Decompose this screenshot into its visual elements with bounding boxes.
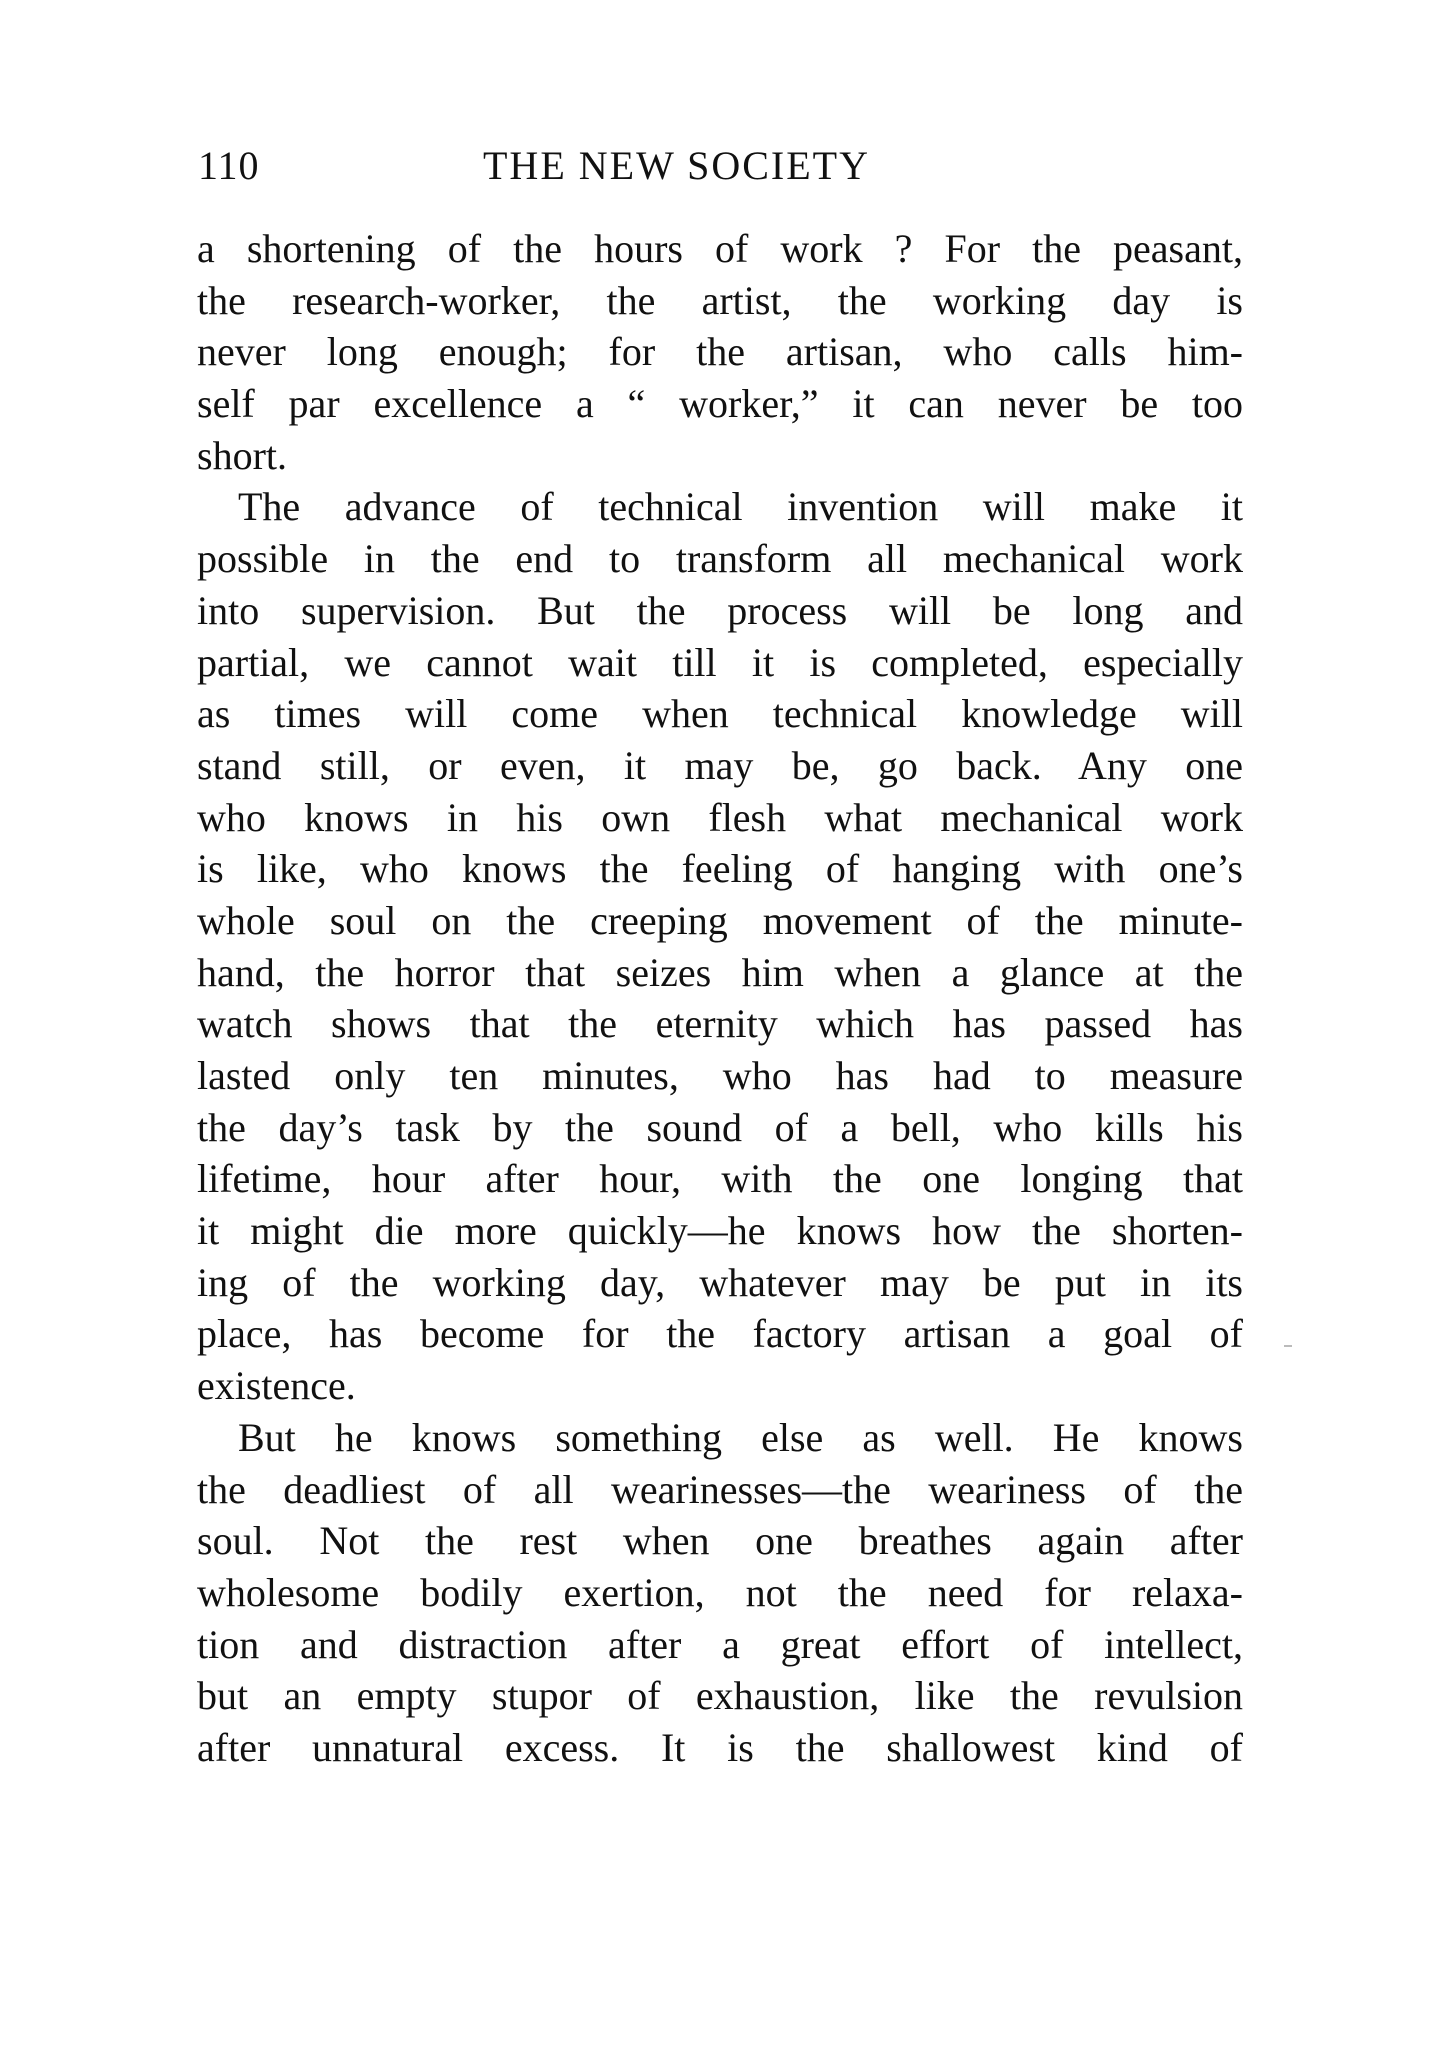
text-line: lasted only ten minutes, who has had to measure: [197, 1053, 1243, 1098]
text-line: the deadliest of all wearinesses—the weariness of the: [197, 1466, 1243, 1512]
text-line: short.: [197, 432, 287, 478]
text-line: but an empty stupor of exhaustion, like the revulsion: [197, 1673, 1243, 1719]
page-header: [198, 142, 1240, 192]
text-line: the research-worker, the artist, the working day is: [197, 277, 1243, 323]
text-line: never long enough; for the artisan, who calls him-: [197, 329, 1243, 375]
text-line: stand still, or even, it may be, go back. Any one: [197, 742, 1243, 788]
text-line: it might die more quickly—he knows how the shorten-: [197, 1208, 1243, 1254]
text-line: place, has become for the factory artisan a goal of: [197, 1311, 1243, 1357]
paragraph-1: [197, 223, 1243, 481]
text-line: whole soul on the creeping movement of the minute-: [197, 897, 1243, 943]
text-line: But he knows something else as well. He knows: [238, 1414, 1243, 1460]
text-line: after unnatural excess. It is the shallowest kind of: [197, 1724, 1243, 1770]
text-line: lifetime, hour after hour, with the one longing that: [197, 1156, 1243, 1202]
text-line: into supervision. But the process will be long and: [197, 587, 1243, 633]
text-line: possible in the end to transform all mechanical work: [197, 536, 1243, 582]
text-line: existence.: [197, 1363, 356, 1409]
text-line: as times will come when technical knowledge will: [197, 691, 1243, 737]
text-line: soul. Not the rest when one breathes again after: [197, 1518, 1243, 1564]
text-line: tion and distraction after a great effort of intellect,: [197, 1621, 1243, 1667]
text-line: the day’s task by the sound of a bell, who kills his: [197, 1104, 1243, 1150]
text-line: who knows in his own flesh what mechanical work: [197, 794, 1243, 840]
text-line: The advance of technical invention will make it: [238, 484, 1243, 530]
text-line: a shortening of the hours of work ? For the peasant,: [197, 226, 1243, 271]
text-line: wholesome bodily exertion, not the need for relaxa-: [197, 1569, 1243, 1615]
paragraph-2: [197, 481, 1243, 1411]
text-line: ing of the working day, whatever may be put in its: [197, 1259, 1243, 1305]
text-line: watch shows that the eternity which has passed has: [197, 1001, 1243, 1047]
paragraph-3: [197, 1412, 1243, 1774]
text-line: partial, we cannot wait till it is completed, especially: [197, 639, 1243, 685]
scan-speck: [1284, 1345, 1292, 1347]
running-head: THE NEW SOCIETY: [483, 143, 870, 188]
page-number: 110: [198, 143, 260, 188]
text-line: is like, who knows the feeling of hanging with one’s: [197, 846, 1243, 892]
body-text: [197, 223, 1243, 1774]
text-line: self par excellence a “ worker,” it can never be too: [197, 381, 1243, 427]
text-line: hand, the horror that seizes him when a glance at the: [197, 949, 1243, 995]
